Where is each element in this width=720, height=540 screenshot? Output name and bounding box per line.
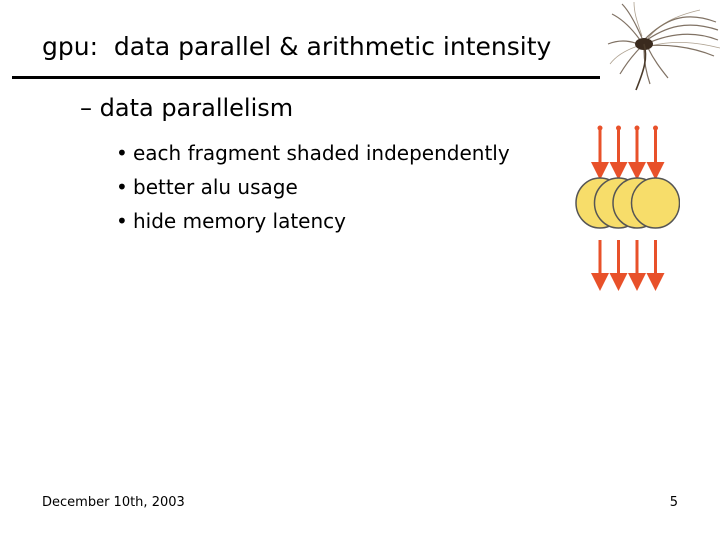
bullet-text: better alu usage [133, 175, 298, 199]
page-number: 5 [669, 495, 678, 510]
parallel-fragments-diagram [570, 118, 680, 298]
bullet-dot: • [116, 209, 128, 233]
bullet-text: each fragment shaded independently [133, 141, 510, 165]
fragment-circle [632, 178, 680, 228]
bullet-dot: • [116, 175, 128, 199]
sub-heading: – data parallelism [80, 94, 294, 122]
title-divider [12, 76, 600, 79]
list-item [116, 136, 510, 170]
slide-title: gpu: data parallel & arithmetic intensity [42, 32, 552, 61]
list-item [116, 204, 510, 238]
fly-lure-logo-icon [604, 0, 720, 96]
bullet-text: hide memory latency [133, 209, 346, 233]
bullet-list [116, 136, 510, 238]
footer-date: December 10th, 2003 [42, 495, 185, 510]
bullet-dot: • [116, 141, 128, 165]
list-item [116, 170, 510, 204]
